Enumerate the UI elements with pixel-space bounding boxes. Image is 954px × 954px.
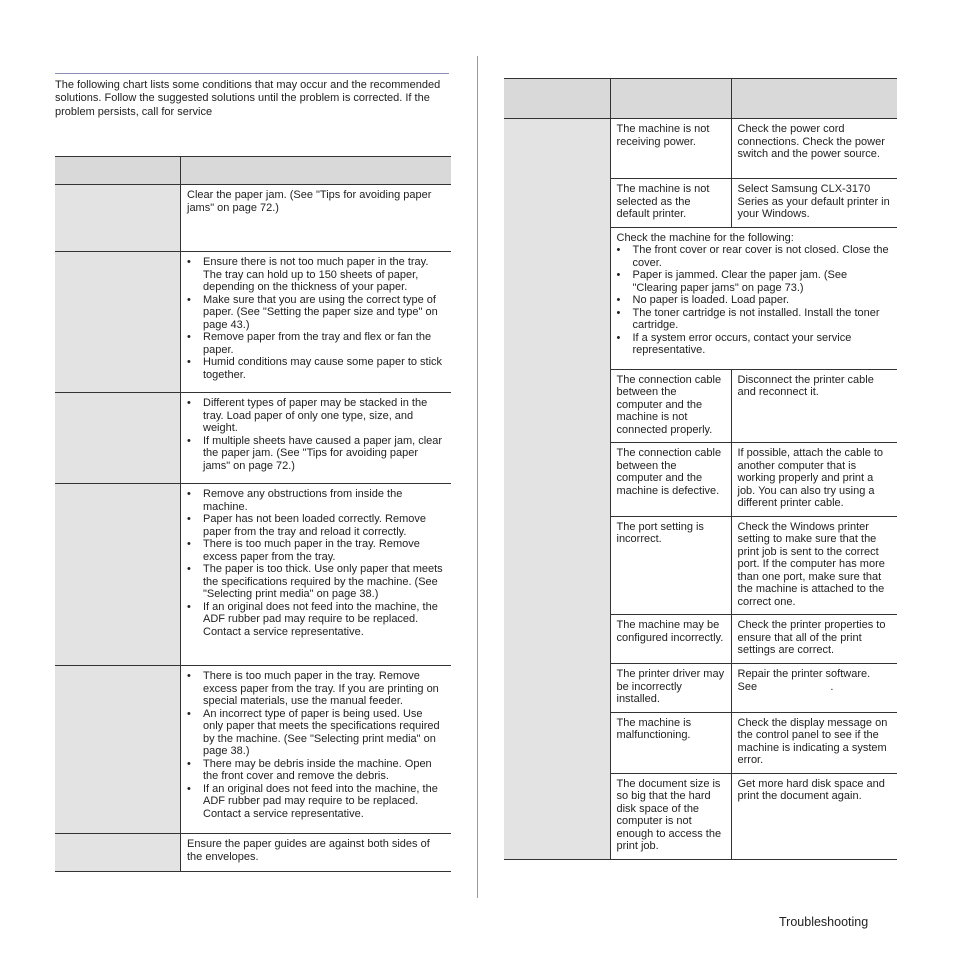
list-item: • No paper is loaded. Load paper. xyxy=(617,294,892,307)
cause-cell: The machine may be configured incorrectly. xyxy=(610,615,731,664)
right-troubleshooting-table xyxy=(504,78,897,860)
list-item: • Remove any obstructions from inside the machine. xyxy=(187,488,445,513)
list-item: • Make sure that you are using the correct type of paper. (See "Setting the paper size and type" on page 43.) xyxy=(187,294,445,332)
list-item: • Ensure there is not too much paper in the tray. The tray can hold up to 150 sheets of paper, depending on the thickness of your paper. xyxy=(187,256,445,294)
solution-cell: Check the Windows printer setting to make sure that the print job is sent to the correct port. If the computer has more than one port, make sure that the machine is attached to the correct one. xyxy=(731,516,897,615)
intro-paragraph: The following chart lists some conditions that may occur and the recommended solutions. Follow the suggested solutions until the problem is corrected. If the problem persists, call for service xyxy=(55,79,441,118)
merged-solution-cell xyxy=(610,227,897,369)
list-item: • There may be debris inside the machine. Open the front cover and remove the debris. xyxy=(187,758,445,783)
cause-cell: The connection cable between the computer and the machine is not connected properly. xyxy=(610,369,731,443)
header-solution-cell xyxy=(731,79,897,119)
table-row xyxy=(55,666,451,834)
header-condition-cell xyxy=(504,79,610,119)
top-rule xyxy=(55,73,449,74)
list-item: • The toner cartridge is not installed. Install the toner cartridge. xyxy=(617,307,892,332)
solution-list xyxy=(617,244,892,357)
header-cause-cell xyxy=(610,79,731,119)
list-item: • Different types of paper may be stacked in the tray. Load paper of only one type, size, and weight. xyxy=(187,397,445,435)
solution-list xyxy=(187,670,445,820)
list-item: • If a system error occurs, contact your service representative. xyxy=(617,332,892,357)
table-row xyxy=(504,119,897,179)
list-item: • Humid conditions may cause some paper to stick together. xyxy=(187,356,445,381)
table-header xyxy=(504,79,897,119)
solution-cell: Check the display message on the control panel to see if the machine is indicating a system error. xyxy=(731,712,897,773)
solution-cell: Check the power cord connections. Check the power switch and the power source. xyxy=(731,119,897,179)
footer-section-label: Troubleshooting xyxy=(779,915,869,929)
table-row xyxy=(55,185,451,252)
cause-cell: The connection cable between the computer and the machine is defective. xyxy=(610,443,731,517)
cause-cell: The machine is malfunctioning. xyxy=(610,712,731,773)
solution-list xyxy=(187,488,445,638)
cause-cell: The document size is so big that the hard disk space of the computer is not enough to access the print job. xyxy=(610,773,731,859)
cause-cell: The machine is not selected as the default printer. xyxy=(610,179,731,228)
table-row xyxy=(55,484,451,666)
solution-cell: Get more hard disk space and print the document again. xyxy=(731,773,897,859)
table-row xyxy=(55,252,451,393)
list-item: • There is too much paper in the tray. Remove excess paper from the tray. If you are printing on special materials, use the manual feeder. xyxy=(187,670,445,708)
list-item: • If an original does not feed into the machine, the ADF rubber pad may require to be replaced. Contact a service representative. xyxy=(187,783,445,821)
table-row xyxy=(55,834,451,872)
list-item: • Remove paper from the tray and flex or fan the paper. xyxy=(187,331,445,356)
left-troubleshooting-table xyxy=(55,156,451,872)
merged-intro-text: Check the machine for the following: xyxy=(616,231,794,244)
solution-text: Ensure the paper guides are against both sides of the envelopes. xyxy=(187,838,430,863)
list-item: • If an original does not feed into the machine, the ADF rubber pad may require to be replaced. Contact a service representative. xyxy=(187,601,445,639)
table-header xyxy=(55,157,451,185)
cause-cell: The printer driver may be incorrectly installed. xyxy=(610,664,731,713)
cause-cell: The port setting is incorrect. xyxy=(610,516,731,615)
cause-cell: The machine is not receiving power. xyxy=(610,119,731,179)
list-item: • The paper is too thick. Use only paper that meets the specifications required by the machine. (See "Selecting print media" on page 38.) xyxy=(187,563,445,601)
header-solution-cell xyxy=(181,157,452,185)
solution-list xyxy=(187,256,445,381)
solution-cell: Repair the printer software. See . xyxy=(731,664,897,713)
column-divider xyxy=(477,56,478,898)
list-item: • An incorrect type of paper is being used. Use only paper that meets the specifications required by the machine. (See "Selecting print media" on page 38.) xyxy=(187,708,445,758)
solution-text: Clear the paper jam. (See "Tips for avoiding paper jams" on page 72.) xyxy=(187,189,432,214)
table-row xyxy=(55,393,451,484)
list-item: • Paper is jammed. Clear the paper jam. (See "Clearing paper jams" on page 73.) xyxy=(617,269,892,294)
list-item: • There is too much paper in the tray. Remove excess paper from the tray. xyxy=(187,538,445,563)
solution-cell: Check the printer properties to ensure that all of the print settings are correct. xyxy=(731,615,897,664)
solution-list xyxy=(187,397,445,472)
condition-cell xyxy=(504,119,610,860)
solution-cell: Disconnect the printer cable and reconnect it. xyxy=(731,369,897,443)
solution-cell: If possible, attach the cable to another computer that is working properly and print a job. You can also try using a different printer cable. xyxy=(731,443,897,517)
solution-cell: Select Samsung CLX-3170 Series as your default printer in your Windows. xyxy=(731,179,897,228)
list-item: • Paper has not been loaded correctly. Remove paper from the tray and reload it correctly. xyxy=(187,513,445,538)
list-item: • The front cover or rear cover is not closed. Close the cover. xyxy=(617,244,892,269)
header-condition-cell xyxy=(55,157,181,185)
list-item: • If multiple sheets have caused a paper jam, clear the paper jam. (See "Tips for avoiding paper jams" on page 72.) xyxy=(187,435,445,473)
